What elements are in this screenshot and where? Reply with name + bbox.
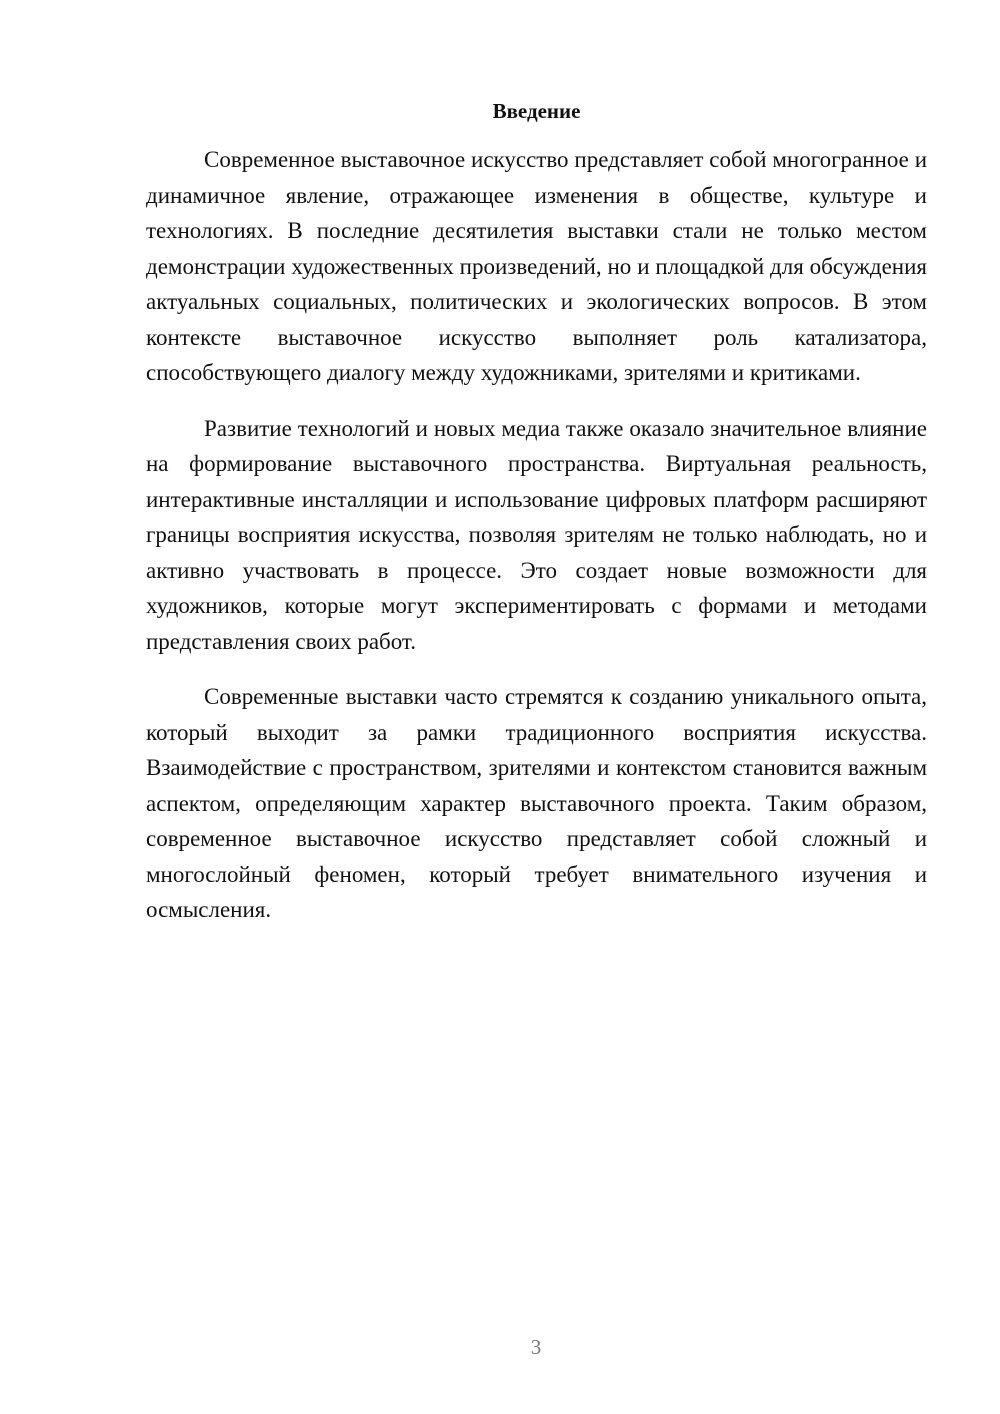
paragraph-2: Развитие технологий и новых медиа также оказало значительное влияние на формирование выставочного пространства. Виртуальная реальность, интерактивные инсталляции и использование цифровых платформ расширяют границы восприятия искусства, позволяя зрителям не только наблюдать, но и активно участвовать в процессе. Это создает новые возможности для художников, которые могут экспериментировать с формами и методами представления своих работ. [146,415,927,654]
paragraph-1: Современное выставочное искусство представляет собой многогранное и динамичное явление, отражающее изменения в обществе, культуре и технологиях. В последние десятилетия выставки стали не только местом демонстрации художественных произведений, но и площадкой для обсуждения актуальных социальных, политических и экологических вопросов. В этом контексте выставочное искусство выполняет роль катализатора, способствующего диалогу между художниками, зрителями и критиками. [146,147,927,385]
body-text [146,142,927,948]
page-title: Введение [492,99,581,123]
page-number: 3 [530,1335,542,1359]
paragraph-3: Современные выставки часто стремятся к созданию уникального опыта, который выходит за рамки традиционного восприятия искусства. Взаимодействие с пространством, зрителями и контекстом становится важным аспектом, определяющим характер выставочного проекта. Таким образом, современное выставочное искусство представляет собой сложный и многослойный феномен, который требует внимательного изучения и осмысления. [146,684,927,922]
